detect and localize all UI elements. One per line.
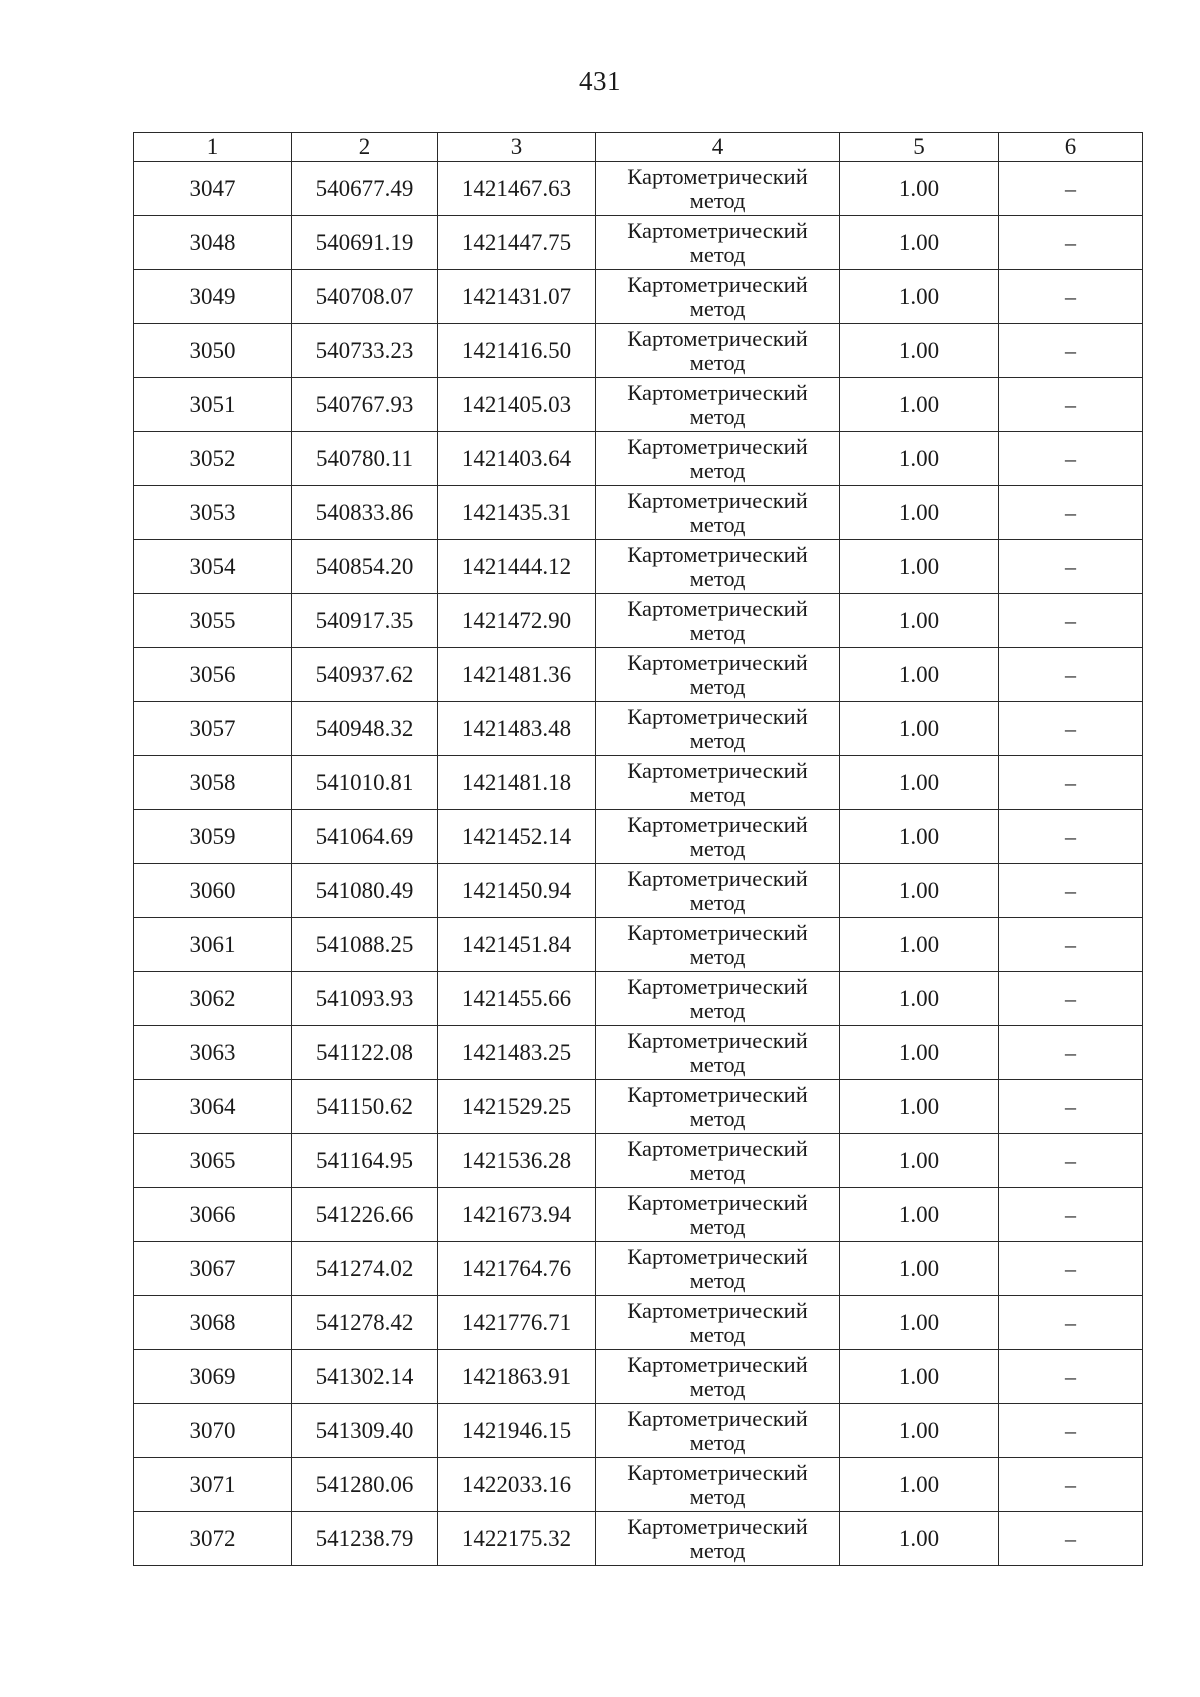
table-row [134,378,1143,432]
accuracy-cell: 1.00 [840,216,999,270]
note-cell: – [999,432,1143,486]
y-coordinate-cell: 1421946.15 [438,1404,596,1458]
accuracy-cell: 1.00 [840,1404,999,1458]
accuracy-cell: 1.00 [840,756,999,810]
point-number-cell: 3058 [134,756,292,810]
x-coordinate-cell: 541080.49 [292,864,438,918]
y-coordinate-cell: 1421536.28 [438,1134,596,1188]
method-line-2: метод [689,1375,746,1401]
method-cell [596,1512,840,1566]
accuracy-cell: 1.00 [840,864,999,918]
method-cell [596,270,840,324]
method-line-1: Картометрический [627,1297,808,1323]
method-line-1: Картометрический [627,703,808,729]
method-cell [596,216,840,270]
note-cell: – [999,1404,1143,1458]
method-cell [596,756,840,810]
table-row [134,972,1143,1026]
y-coordinate-cell: 1421483.25 [438,1026,596,1080]
accuracy-cell: 1.00 [840,324,999,378]
page-number: 431 [579,66,621,96]
table-row [134,1296,1143,1350]
method-cell [596,972,840,1026]
method-cell [596,1458,840,1512]
note-cell: – [999,1134,1143,1188]
method-line-1: Картометрический [627,433,808,459]
x-coordinate-cell: 540833.86 [292,486,438,540]
y-coordinate-cell: 1421451.84 [438,918,596,972]
accuracy-cell: 1.00 [840,1512,999,1566]
table-row [134,1512,1143,1566]
method-line-2: метод [689,889,746,915]
header-col-2: 2 [292,133,438,162]
note-cell: – [999,1296,1143,1350]
method-line-1: Картометрический [627,1459,808,1485]
method-line-2: метод [689,349,746,375]
header-col-1: 1 [134,133,292,162]
point-number-cell: 3061 [134,918,292,972]
method-line-1: Картометрический [627,217,808,243]
accuracy-cell: 1.00 [840,1242,999,1296]
point-number-cell: 3052 [134,432,292,486]
x-coordinate-cell: 541088.25 [292,918,438,972]
method-line-2: метод [689,1213,746,1239]
x-coordinate-cell: 541226.66 [292,1188,438,1242]
note-cell: – [999,1458,1143,1512]
method-line-2: метод [689,511,746,537]
x-coordinate-cell: 541093.93 [292,972,438,1026]
table-row [134,810,1143,864]
method-cell [596,1296,840,1350]
y-coordinate-cell: 1421416.50 [438,324,596,378]
method-cell [596,594,840,648]
y-coordinate-cell: 1421447.75 [438,216,596,270]
header-col-3: 3 [438,133,596,162]
table-row [134,324,1143,378]
method-cell [596,1404,840,1458]
accuracy-cell: 1.00 [840,540,999,594]
y-coordinate-cell: 1421467.63 [438,162,596,216]
method-line-2: метод [689,1267,746,1293]
point-number-cell: 3050 [134,324,292,378]
note-cell: – [999,1026,1143,1080]
point-number-cell: 3054 [134,540,292,594]
table-row [134,432,1143,486]
method-line-1: Картометрический [627,1513,808,1539]
method-cell [596,864,840,918]
method-cell [596,1080,840,1134]
point-number-cell: 3062 [134,972,292,1026]
method-line-1: Картометрический [627,271,808,297]
note-cell: – [999,1512,1143,1566]
table-row [134,1188,1143,1242]
y-coordinate-cell: 1421444.12 [438,540,596,594]
method-line-1: Картометрический [627,487,808,513]
x-coordinate-cell: 540733.23 [292,324,438,378]
method-cell [596,1188,840,1242]
method-cell [596,702,840,756]
x-coordinate-cell: 541309.40 [292,1404,438,1458]
y-coordinate-cell: 1422033.16 [438,1458,596,1512]
note-cell: – [999,378,1143,432]
method-line-1: Картометрический [627,1135,808,1161]
accuracy-cell: 1.00 [840,972,999,1026]
method-line-1: Картометрический [627,325,808,351]
y-coordinate-cell: 1421452.14 [438,810,596,864]
note-cell: – [999,918,1143,972]
table-row [134,702,1143,756]
method-cell [596,1242,840,1296]
accuracy-cell: 1.00 [840,486,999,540]
method-line-1: Картометрический [627,541,808,567]
table-row [134,1242,1143,1296]
y-coordinate-cell: 1421863.91 [438,1350,596,1404]
method-line-1: Картометрический [627,379,808,405]
x-coordinate-cell: 541122.08 [292,1026,438,1080]
table-row [134,918,1143,972]
method-cell [596,918,840,972]
point-number-cell: 3057 [134,702,292,756]
y-coordinate-cell: 1421450.94 [438,864,596,918]
point-number-cell: 3064 [134,1080,292,1134]
header-col-4: 4 [596,133,840,162]
point-number-cell: 3048 [134,216,292,270]
note-cell: – [999,1188,1143,1242]
x-coordinate-cell: 540677.49 [292,162,438,216]
method-line-2: метод [689,835,746,861]
method-line-2: метод [689,1159,746,1185]
note-cell: – [999,648,1143,702]
accuracy-cell: 1.00 [840,1080,999,1134]
method-line-1: Картометрический [627,1081,808,1107]
note-cell: – [999,486,1143,540]
point-number-cell: 3059 [134,810,292,864]
table-row [134,216,1143,270]
table-header [134,133,1143,162]
method-line-2: метод [689,1537,746,1563]
accuracy-cell: 1.00 [840,162,999,216]
y-coordinate-cell: 1421481.36 [438,648,596,702]
method-line-1: Картометрический [627,1027,808,1053]
method-cell [596,648,840,702]
table-row [134,594,1143,648]
table-row [134,1026,1143,1080]
accuracy-cell: 1.00 [840,918,999,972]
method-line-2: метод [689,1321,746,1347]
method-line-2: метод [689,565,746,591]
note-cell: – [999,1242,1143,1296]
method-line-2: метод [689,1105,746,1131]
note-cell: – [999,594,1143,648]
table-row [134,486,1143,540]
method-line-1: Картометрический [627,865,808,891]
x-coordinate-cell: 540708.07 [292,270,438,324]
y-coordinate-cell: 1421435.31 [438,486,596,540]
x-coordinate-cell: 541280.06 [292,1458,438,1512]
point-number-cell: 3047 [134,162,292,216]
y-coordinate-cell: 1421405.03 [438,378,596,432]
y-coordinate-cell: 1422175.32 [438,1512,596,1566]
accuracy-cell: 1.00 [840,1350,999,1404]
table-row [134,648,1143,702]
x-coordinate-cell: 541010.81 [292,756,438,810]
x-coordinate-cell: 541238.79 [292,1512,438,1566]
method-cell [596,1026,840,1080]
y-coordinate-cell: 1421481.18 [438,756,596,810]
table-row [134,1350,1143,1404]
table-row [134,864,1143,918]
method-line-1: Картометрический [627,811,808,837]
x-coordinate-cell: 540948.32 [292,702,438,756]
method-line-2: метод [689,727,746,753]
point-number-cell: 3065 [134,1134,292,1188]
y-coordinate-cell: 1421472.90 [438,594,596,648]
table-body [134,162,1143,1566]
point-number-cell: 3055 [134,594,292,648]
header-col-5: 5 [840,133,999,162]
table-row [134,162,1143,216]
method-line-2: метод [689,241,746,267]
point-number-cell: 3056 [134,648,292,702]
method-line-1: Картометрический [627,757,808,783]
table-row [134,540,1143,594]
table-row [134,1404,1143,1458]
method-cell [596,1134,840,1188]
accuracy-cell: 1.00 [840,1296,999,1350]
table-row [134,756,1143,810]
method-cell [596,486,840,540]
method-cell [596,810,840,864]
point-number-cell: 3068 [134,1296,292,1350]
note-cell: – [999,756,1143,810]
accuracy-cell: 1.00 [840,1026,999,1080]
method-line-2: метод [689,619,746,645]
point-number-cell: 3071 [134,1458,292,1512]
method-line-2: метод [689,781,746,807]
method-line-2: метод [689,943,746,969]
point-number-cell: 3053 [134,486,292,540]
method-cell [596,378,840,432]
note-cell: – [999,270,1143,324]
method-line-1: Картометрический [627,1189,808,1215]
accuracy-cell: 1.00 [840,1134,999,1188]
method-line-2: метод [689,1051,746,1077]
method-cell [596,324,840,378]
note-cell: – [999,216,1143,270]
y-coordinate-cell: 1421673.94 [438,1188,596,1242]
method-line-2: метод [689,1483,746,1509]
method-line-2: метод [689,1429,746,1455]
point-number-cell: 3072 [134,1512,292,1566]
point-number-cell: 3063 [134,1026,292,1080]
note-cell: – [999,540,1143,594]
method-line-2: метод [689,187,746,213]
method-line-2: метод [689,997,746,1023]
method-line-1: Картометрический [627,1351,808,1377]
y-coordinate-cell: 1421764.76 [438,1242,596,1296]
method-line-1: Картометрический [627,973,808,999]
note-cell: – [999,810,1143,864]
note-cell: – [999,1080,1143,1134]
header-row [134,133,1143,162]
table-row [134,1134,1143,1188]
point-number-cell: 3060 [134,864,292,918]
x-coordinate-cell: 541278.42 [292,1296,438,1350]
method-line-2: метод [689,295,746,321]
point-number-cell: 3049 [134,270,292,324]
method-cell [596,162,840,216]
accuracy-cell: 1.00 [840,378,999,432]
x-coordinate-cell: 541164.95 [292,1134,438,1188]
y-coordinate-cell: 1421776.71 [438,1296,596,1350]
accuracy-cell: 1.00 [840,432,999,486]
point-number-cell: 3066 [134,1188,292,1242]
y-coordinate-cell: 1421403.64 [438,432,596,486]
note-cell: – [999,1350,1143,1404]
x-coordinate-cell: 540854.20 [292,540,438,594]
method-cell [596,432,840,486]
x-coordinate-cell: 540937.62 [292,648,438,702]
x-coordinate-cell: 541274.02 [292,1242,438,1296]
accuracy-cell: 1.00 [840,1188,999,1242]
header-col-6: 6 [999,133,1143,162]
note-cell: – [999,162,1143,216]
x-coordinate-cell: 541302.14 [292,1350,438,1404]
accuracy-cell: 1.00 [840,270,999,324]
x-coordinate-cell: 540691.19 [292,216,438,270]
y-coordinate-cell: 1421529.25 [438,1080,596,1134]
method-line-1: Картометрический [627,1405,808,1431]
method-line-2: метод [689,403,746,429]
method-cell [596,1350,840,1404]
method-line-2: метод [689,673,746,699]
method-line-1: Картометрический [627,649,808,675]
y-coordinate-cell: 1421431.07 [438,270,596,324]
note-cell: – [999,702,1143,756]
x-coordinate-cell: 541150.62 [292,1080,438,1134]
y-coordinate-cell: 1421483.48 [438,702,596,756]
accuracy-cell: 1.00 [840,594,999,648]
accuracy-cell: 1.00 [840,702,999,756]
method-line-1: Картометрический [627,919,808,945]
method-line-2: метод [689,457,746,483]
x-coordinate-cell: 540767.93 [292,378,438,432]
method-cell [596,540,840,594]
coordinates-table [133,132,1143,1566]
method-line-1: Картометрический [627,163,808,189]
method-line-1: Картометрический [627,595,808,621]
x-coordinate-cell: 540780.11 [292,432,438,486]
point-number-cell: 3069 [134,1350,292,1404]
x-coordinate-cell: 541064.69 [292,810,438,864]
accuracy-cell: 1.00 [840,648,999,702]
accuracy-cell: 1.00 [840,1458,999,1512]
table-row [134,1458,1143,1512]
point-number-cell: 3051 [134,378,292,432]
y-coordinate-cell: 1421455.66 [438,972,596,1026]
point-number-cell: 3070 [134,1404,292,1458]
note-cell: – [999,324,1143,378]
note-cell: – [999,972,1143,1026]
table-row [134,1080,1143,1134]
method-line-1: Картометрический [627,1243,808,1269]
x-coordinate-cell: 540917.35 [292,594,438,648]
note-cell: – [999,864,1143,918]
table-row [134,270,1143,324]
accuracy-cell: 1.00 [840,810,999,864]
point-number-cell: 3067 [134,1242,292,1296]
